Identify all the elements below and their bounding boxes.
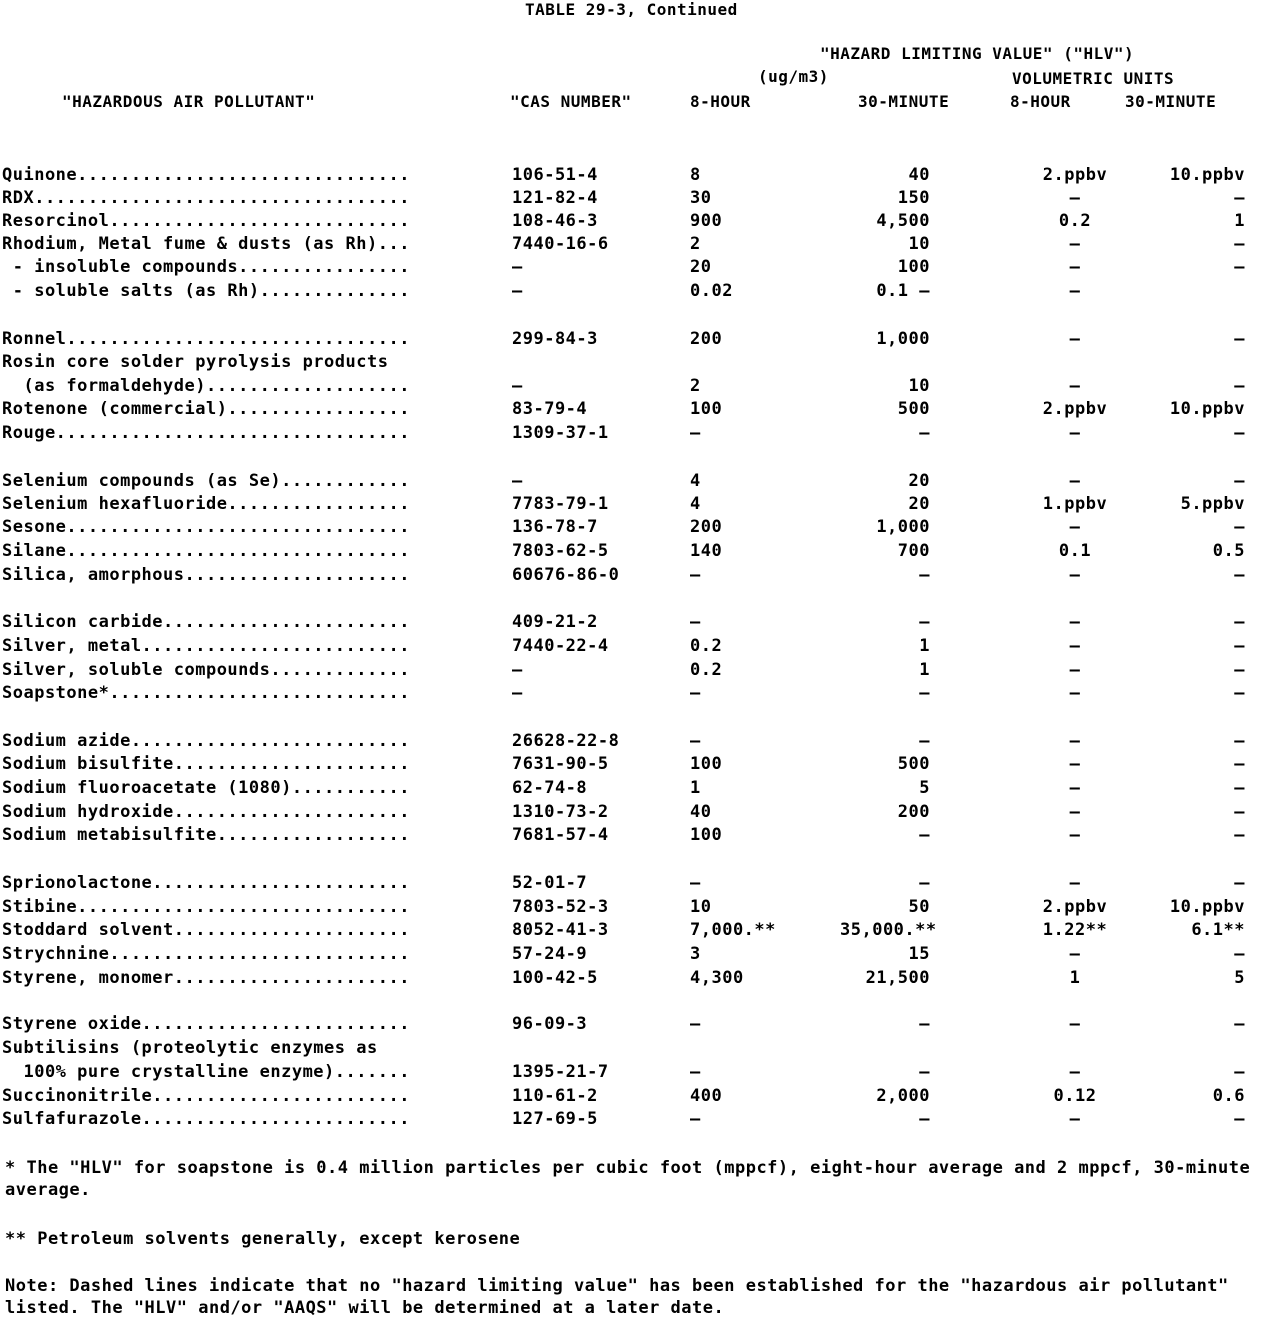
- hlv-mass-8hr: —: [690, 565, 701, 585]
- hlv-mass-30min: 100: [897, 257, 930, 277]
- cas-number: 108-46-3: [512, 211, 598, 231]
- table-row: [0, 919, 1285, 942]
- hlv-vol-8hr: 1.22**: [1042, 920, 1108, 940]
- pollutant-name: Sodium hydroxide......................: [2, 802, 410, 822]
- table-row: [0, 1037, 1285, 1060]
- table-row: [0, 1085, 1285, 1108]
- hlv-vol-8hr: —: [1069, 257, 1081, 277]
- hlv-mass-30min: —: [919, 423, 930, 443]
- hlv-mass-30min: 2,000: [876, 1086, 930, 1106]
- hlv-mass-8hr: 4: [690, 471, 701, 491]
- cas-number: 83-79-4: [512, 399, 588, 419]
- pollutant-name: Rotenone (commercial).................: [2, 399, 410, 419]
- hlv-mass-30min: 15: [908, 944, 930, 964]
- hlv-vol-8hr: —: [1069, 731, 1081, 751]
- pollutant-name: Sprionolactone........................: [2, 873, 410, 893]
- pollutant-name: (as formaldehyde)...................: [2, 376, 410, 396]
- pollutant-name: Rhodium, Metal fume & dusts (as Rh)...: [2, 234, 410, 254]
- hlv-mass-30min: 1,000: [876, 329, 930, 349]
- hlv-vol-30min: —: [1234, 944, 1245, 964]
- hlv-mass-8hr: 40: [690, 802, 712, 822]
- cas-number: —: [512, 683, 523, 703]
- hlv-mass-30min: 150: [897, 188, 930, 208]
- table-row: [0, 540, 1285, 563]
- header-cas-number: "CAS NUMBER": [510, 92, 632, 111]
- hlv-vol-8hr: —: [1069, 471, 1081, 491]
- hlv-vol-8hr: 2.ppbv: [1042, 399, 1108, 419]
- cas-number: 57-24-9: [512, 944, 588, 964]
- pollutant-name: Silicon carbide.......................: [2, 612, 410, 632]
- hlv-vol-8hr: 0.1: [1058, 541, 1092, 561]
- hlv-mass-8hr: —: [690, 873, 701, 893]
- cas-number: —: [512, 281, 523, 301]
- table-row: [0, 398, 1285, 421]
- pollutant-name: Silica, amorphous.....................: [2, 565, 410, 585]
- pollutant-name: - soluble salts (as Rh)..............: [2, 281, 410, 301]
- hlv-vol-8hr: —: [1069, 873, 1081, 893]
- cas-number: —: [512, 471, 523, 491]
- table-row: [0, 967, 1285, 990]
- pollutant-name: Styrene, monomer......................: [2, 968, 410, 988]
- hlv-mass-30min: —: [919, 1014, 930, 1034]
- hlv-vol-30min: —: [1234, 802, 1245, 822]
- cas-number: 1309-37-1: [512, 423, 609, 443]
- cas-number: 26628-22-8: [512, 731, 620, 751]
- cas-number: 100-42-5: [512, 968, 598, 988]
- cas-number: 8052-41-3: [512, 920, 609, 940]
- hlv-mass-8hr: 1: [690, 778, 701, 798]
- hlv-vol-8hr: —: [1069, 376, 1081, 396]
- hlv-vol-8hr: —: [1069, 1062, 1081, 1082]
- table-row: [0, 896, 1285, 919]
- cas-number: 121-82-4: [512, 188, 598, 208]
- hlv-vol-8hr: —: [1069, 565, 1081, 585]
- header-mass-units: (ug/m3): [758, 67, 829, 86]
- pollutant-name: Soapstone*............................: [2, 683, 410, 703]
- header-mass-8hr: 8-HOUR: [690, 92, 751, 111]
- cas-number: 7783-79-1: [512, 494, 609, 514]
- hlv-vol-8hr: —: [1069, 1014, 1081, 1034]
- hlv-mass-8hr: —: [690, 683, 701, 703]
- hlv-vol-30min: 0.5: [1212, 541, 1245, 561]
- hlv-vol-30min: —: [1234, 1062, 1245, 1082]
- cas-number: 62-74-8: [512, 778, 588, 798]
- cas-number: 7803-62-5: [512, 541, 609, 561]
- hlv-vol-8hr: —: [1069, 234, 1081, 254]
- cas-number: 127-69-5: [512, 1109, 598, 1129]
- table-row: [0, 872, 1285, 895]
- hlv-mass-30min: 10: [908, 234, 930, 254]
- hlv-vol-30min: 10.ppbv: [1169, 165, 1245, 185]
- hlv-vol-8hr: —: [1069, 612, 1081, 632]
- hlv-vol-8hr: 0.12: [1053, 1086, 1097, 1106]
- header-vol-30min: 30-MINUTE: [1125, 92, 1217, 111]
- hlv-vol-30min: —: [1234, 257, 1245, 277]
- pollutant-name: Styrene oxide.........................: [2, 1014, 410, 1034]
- table-row: [0, 210, 1285, 233]
- hlv-mass-8hr: 7,000.**: [690, 920, 776, 940]
- hlv-mass-30min: 10: [908, 376, 930, 396]
- table-row: [0, 1108, 1285, 1131]
- pollutant-name: 100% pure crystalline enzyme).......: [2, 1062, 410, 1082]
- pollutant-name: Quinone...............................: [2, 165, 410, 185]
- pollutant-name: Rouge.................................: [2, 423, 410, 443]
- hlv-vol-30min: 5: [1234, 968, 1245, 988]
- pollutant-name: Sodium fluoroacetate (1080)...........: [2, 778, 410, 798]
- table-row: [0, 777, 1285, 800]
- table-row: [0, 280, 1285, 303]
- hlv-vol-8hr: —: [1069, 802, 1081, 822]
- hlv-vol-8hr: —: [1069, 1109, 1081, 1129]
- hlv-vol-8hr: 0.2: [1058, 211, 1092, 231]
- hlv-vol-30min: —: [1234, 565, 1245, 585]
- table-row: [0, 164, 1285, 187]
- footnote-soapstone: * The "HLV" for soapstone is 0.4 million particles per cubic foot (mppcf), eight-hour average and 2 mppcf, 30-minute average.: [5, 1158, 1251, 1200]
- hlv-vol-30min: —: [1234, 660, 1245, 680]
- hlv-vol-30min: 1: [1234, 211, 1245, 231]
- hlv-mass-30min: 4,500: [876, 211, 930, 231]
- cas-number: 136-78-7: [512, 517, 598, 537]
- cas-number: —: [512, 376, 523, 396]
- hlv-mass-8hr: 100: [690, 754, 723, 774]
- hlv-vol-8hr: —: [1069, 754, 1081, 774]
- hlv-vol-30min: 10.ppbv: [1169, 399, 1245, 419]
- cas-number: 7440-22-4: [512, 636, 609, 656]
- hlv-mass-30min: 1: [919, 636, 930, 656]
- hlv-vol-30min: —: [1234, 329, 1245, 349]
- header-vol-8hr: 8-HOUR: [1010, 92, 1071, 111]
- hlv-mass-8hr: 3: [690, 944, 701, 964]
- cas-number: —: [512, 660, 523, 680]
- table-row: [0, 943, 1285, 966]
- hlv-vol-30min: —: [1234, 778, 1245, 798]
- hlv-mass-8hr: 8: [690, 165, 701, 185]
- hlv-mass-30min: 20: [908, 494, 930, 514]
- cas-number: 52-01-7: [512, 873, 588, 893]
- hlv-mass-8hr: —: [690, 612, 701, 632]
- hlv-vol-8hr: —: [1069, 423, 1081, 443]
- cas-number: 409-21-2: [512, 612, 598, 632]
- pollutant-name: Rosin core solder pyrolysis products: [2, 352, 389, 372]
- pollutant-name: Succinonitrile........................: [2, 1086, 410, 1106]
- table-row: [0, 493, 1285, 516]
- hlv-vol-30min: 6.1**: [1191, 920, 1245, 940]
- header-volumetric-units: VOLUMETRIC UNITS: [1012, 69, 1175, 88]
- table-row: [0, 730, 1285, 753]
- hlv-mass-30min: —: [919, 612, 930, 632]
- hlv-mass-8hr: 100: [690, 825, 723, 845]
- table-row: [0, 824, 1285, 847]
- table-row: [0, 470, 1285, 493]
- hlv-mass-30min: —: [919, 825, 930, 845]
- hlv-vol-30min: —: [1234, 1109, 1245, 1129]
- hlv-mass-8hr: 0.2: [690, 636, 723, 656]
- hlv-mass-30min: 21,500: [865, 968, 930, 988]
- hlv-mass-30min: 1,000: [876, 517, 930, 537]
- hlv-vol-30min: 10.ppbv: [1169, 897, 1245, 917]
- table-row: [0, 1061, 1285, 1084]
- table-row: [0, 233, 1285, 256]
- pollutant-name: Sodium azide..........................: [2, 731, 410, 751]
- table-row: [0, 351, 1285, 374]
- pollutant-name: Subtilisins (proteolytic enzymes as: [2, 1038, 378, 1058]
- hlv-vol-8hr: 1.ppbv: [1042, 494, 1108, 514]
- pollutant-name: Silane................................: [2, 541, 410, 561]
- hlv-mass-30min: —: [919, 731, 930, 751]
- hlv-mass-8hr: 10: [690, 897, 712, 917]
- hlv-mass-8hr: 200: [690, 329, 723, 349]
- table-row: [0, 328, 1285, 351]
- pollutant-name: Silver, metal.........................: [2, 636, 410, 656]
- hlv-vol-8hr: 2.ppbv: [1042, 897, 1108, 917]
- table-row: [0, 187, 1285, 210]
- hlv-mass-30min: —: [919, 1109, 930, 1129]
- hlv-mass-8hr: —: [690, 423, 701, 443]
- hlv-vol-30min: 5.ppbv: [1180, 494, 1245, 514]
- pollutant-name: Stoddard solvent......................: [2, 920, 410, 940]
- hlv-vol-30min: —: [1234, 423, 1245, 443]
- hlv-mass-8hr: 140: [690, 541, 723, 561]
- hlv-mass-8hr: 0.02: [690, 281, 733, 301]
- cas-number: 7631-90-5: [512, 754, 609, 774]
- hlv-mass-30min: 500: [897, 754, 930, 774]
- pollutant-name: Sulfafurazole.........................: [2, 1109, 410, 1129]
- table-row: [0, 682, 1285, 705]
- pollutant-name: - insoluble compounds................: [2, 257, 410, 277]
- hlv-vol-8hr: 2.ppbv: [1042, 165, 1108, 185]
- table-row: [0, 801, 1285, 824]
- hlv-vol-30min: —: [1234, 825, 1245, 845]
- hlv-mass-30min: 50: [908, 897, 930, 917]
- pollutant-name: RDX...................................: [2, 188, 410, 208]
- hlv-vol-30min: 0.6: [1212, 1086, 1245, 1106]
- hlv-vol-8hr: —: [1069, 517, 1081, 537]
- cas-number: 106-51-4: [512, 165, 598, 185]
- table-row: [0, 611, 1285, 634]
- hlv-vol-30min: —: [1234, 636, 1245, 656]
- hlv-mass-30min: 35,000.**: [840, 920, 937, 940]
- table-row: [0, 516, 1285, 539]
- hlv-vol-30min: —: [1234, 517, 1245, 537]
- hlv-vol-30min: —: [1234, 873, 1245, 893]
- hlv-mass-30min: —: [919, 683, 930, 703]
- hlv-vol-30min: —: [1234, 612, 1245, 632]
- pollutant-name: Ronnel................................: [2, 329, 410, 349]
- table-row: [0, 422, 1285, 445]
- hlv-vol-8hr: —: [1069, 778, 1081, 798]
- pollutant-name: Resorcinol............................: [2, 211, 410, 231]
- hlv-vol-8hr: —: [1069, 636, 1081, 656]
- cas-number: 110-61-2: [512, 1086, 598, 1106]
- hlv-mass-8hr: 2: [690, 234, 701, 254]
- hlv-vol-8hr: —: [1069, 825, 1081, 845]
- hlv-mass-30min: 200: [897, 802, 930, 822]
- hlv-vol-8hr: 1: [1069, 968, 1081, 988]
- hlv-mass-30min: 5: [919, 778, 930, 798]
- hlv-mass-8hr: 900: [690, 211, 723, 231]
- hlv-mass-8hr: 20: [690, 257, 712, 277]
- hlv-mass-8hr: 4,300: [690, 968, 744, 988]
- cas-number: 1395-21-7: [512, 1062, 609, 1082]
- hlv-mass-30min: —: [919, 873, 930, 893]
- hlv-vol-30min: —: [1234, 376, 1245, 396]
- pollutant-name: Sodium metabisulfite..................: [2, 825, 410, 845]
- footnote-petroleum: ** Petroleum solvents generally, except kerosene: [5, 1229, 521, 1249]
- hlv-mass-8hr: 200: [690, 517, 723, 537]
- hlv-mass-30min: 0.1 —: [876, 281, 930, 301]
- hlv-mass-30min: 500: [897, 399, 930, 419]
- pollutant-name: Sodium bisulfite......................: [2, 754, 410, 774]
- hlv-vol-8hr: —: [1069, 660, 1081, 680]
- pollutant-name: Selenium hexafluoride.................: [2, 494, 410, 514]
- pollutant-name: Stibine...............................: [2, 897, 410, 917]
- header-pollutant: "HAZARDOUS AIR POLLUTANT": [62, 92, 316, 111]
- hlv-mass-8hr: 0.2: [690, 660, 723, 680]
- table-title: TABLE 29-3, Continued: [525, 0, 738, 19]
- hlv-mass-8hr: —: [690, 1062, 701, 1082]
- hlv-mass-8hr: —: [690, 1014, 701, 1034]
- table-row: [0, 659, 1285, 682]
- header-mass-30min: 30-MINUTE: [858, 92, 950, 111]
- hlv-vol-30min: —: [1234, 731, 1245, 751]
- cas-number: 7440-16-6: [512, 234, 609, 254]
- table-row: [0, 375, 1285, 398]
- pollutant-name: Silver, soluble compounds.............: [2, 660, 410, 680]
- note-dashed-lines: Note: Dashed lines indicate that no "hazard limiting value" has been established for the "hazardous air pollutant" listed. The "HLV" and/or "AAQS" will be determined at a later date.: [5, 1276, 1229, 1318]
- hlv-mass-8hr: —: [690, 1109, 701, 1129]
- hlv-vol-30min: —: [1234, 754, 1245, 774]
- hlv-mass-8hr: 100: [690, 399, 723, 419]
- cas-number: 96-09-3: [512, 1014, 588, 1034]
- hlv-vol-30min: —: [1234, 188, 1245, 208]
- hlv-vol-30min: —: [1234, 683, 1245, 703]
- hlv-mass-8hr: 30: [690, 188, 712, 208]
- hlv-vol-8hr: —: [1069, 329, 1081, 349]
- cas-number: 7803-52-3: [512, 897, 609, 917]
- hlv-mass-8hr: 4: [690, 494, 701, 514]
- pollutant-name: Strychnine............................: [2, 944, 410, 964]
- cas-number: 60676-86-0: [512, 565, 620, 585]
- table-row: [0, 753, 1285, 776]
- table-row: [0, 256, 1285, 279]
- cas-number: 299-84-3: [512, 329, 598, 349]
- pollutant-name: Selenium compounds (as Se)............: [2, 471, 410, 491]
- hlv-vol-8hr: —: [1069, 683, 1081, 703]
- hlv-mass-8hr: 2: [690, 376, 701, 396]
- hlv-vol-30min: —: [1234, 234, 1245, 254]
- hlv-mass-30min: 20: [908, 471, 930, 491]
- table-row: [0, 635, 1285, 658]
- hlv-vol-8hr: —: [1069, 944, 1081, 964]
- header-hlv-group: "HAZARD LIMITING VALUE" ("HLV"): [820, 44, 1135, 63]
- hlv-mass-8hr: —: [690, 731, 701, 751]
- hlv-mass-8hr: 400: [690, 1086, 723, 1106]
- table-row: [0, 564, 1285, 587]
- cas-number: —: [512, 257, 523, 277]
- table-row: [0, 1013, 1285, 1036]
- hlv-mass-30min: 700: [897, 541, 930, 561]
- hlv-vol-30min: —: [1234, 1014, 1245, 1034]
- cas-number: 1310-73-2: [512, 802, 609, 822]
- cas-number: 7681-57-4: [512, 825, 609, 845]
- pollutant-name: Sesone................................: [2, 517, 410, 537]
- hlv-vol-30min: —: [1234, 471, 1245, 491]
- hlv-vol-8hr: —: [1069, 281, 1081, 301]
- hlv-vol-8hr: —: [1069, 188, 1081, 208]
- hlv-mass-30min: 1: [919, 660, 930, 680]
- hlv-mass-30min: 40: [908, 165, 930, 185]
- hlv-mass-30min: —: [919, 565, 930, 585]
- hlv-mass-30min: —: [919, 1062, 930, 1082]
